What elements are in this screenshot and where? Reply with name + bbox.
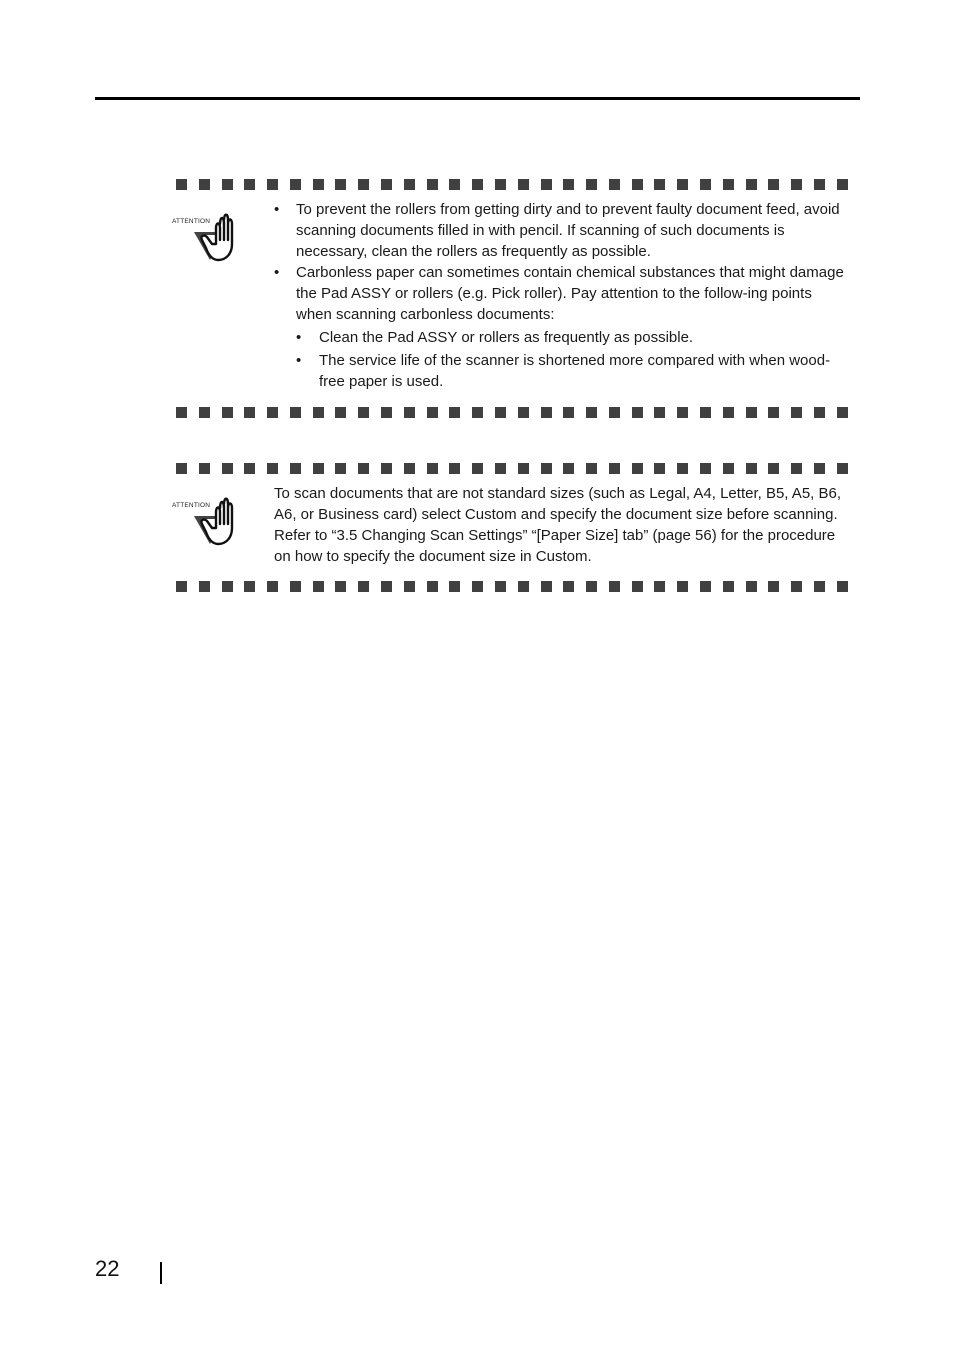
dash-square	[358, 179, 369, 190]
dash-square	[791, 463, 802, 474]
dash-square	[837, 179, 848, 190]
dash-square	[449, 179, 460, 190]
dash-square	[404, 463, 415, 474]
note2-top-border	[176, 463, 848, 474]
dash-square	[632, 463, 643, 474]
dash-square	[654, 581, 665, 592]
dash-square	[381, 407, 392, 418]
dash-square	[677, 179, 688, 190]
dash-square	[609, 179, 620, 190]
note1-content	[274, 199, 848, 392]
dash-square	[244, 407, 255, 418]
attention-label: ATTENTION	[172, 218, 211, 225]
dash-square	[199, 407, 210, 418]
note2-bottom-border	[176, 581, 848, 592]
dash-square	[518, 407, 529, 418]
dash-square	[609, 407, 620, 418]
dash-square	[222, 463, 233, 474]
dash-square	[632, 407, 643, 418]
dash-square	[381, 179, 392, 190]
dash-square	[244, 179, 255, 190]
dash-square	[723, 463, 734, 474]
dash-square	[313, 179, 324, 190]
dash-square	[290, 407, 301, 418]
dash-square	[586, 179, 597, 190]
dash-square	[358, 581, 369, 592]
dash-square	[768, 463, 779, 474]
dash-square	[677, 463, 688, 474]
dash-square	[313, 581, 324, 592]
dash-square	[267, 407, 278, 418]
dash-square	[746, 179, 757, 190]
dash-square	[404, 407, 415, 418]
dash-square	[814, 463, 825, 474]
list-item	[274, 262, 848, 392]
dash-square	[222, 179, 233, 190]
dash-square	[472, 581, 483, 592]
dash-square	[495, 407, 506, 418]
list-item: • The service life of the scanner is shortened more compared with when wood-free paper is used.	[296, 350, 848, 392]
note1-bullet-list	[274, 199, 848, 392]
dash-square	[768, 179, 779, 190]
dash-square	[381, 463, 392, 474]
dash-square	[677, 407, 688, 418]
dash-square	[814, 407, 825, 418]
dash-square	[563, 179, 574, 190]
dash-square	[814, 179, 825, 190]
dash-square	[495, 463, 506, 474]
note1-sub-bullet-list	[296, 327, 848, 392]
note1-top-border	[176, 179, 848, 190]
dash-square	[723, 407, 734, 418]
dash-square	[222, 407, 233, 418]
dash-square	[290, 463, 301, 474]
dash-square	[244, 463, 255, 474]
list-item-text: Carbonless paper can sometimes contain chemical substances that might damage the Pad ASSY or rollers (e.g. Pick roller). Pay attention to the follow-ing points when scanning carbonless documents:	[296, 264, 844, 323]
dash-square	[563, 581, 574, 592]
dash-square	[791, 581, 802, 592]
dash-square	[199, 463, 210, 474]
note2-text: To scan documents that are not standard sizes (such as Legal, A4, Letter, B5, A5, B6, A6, or Business card) select Custom and specify the document size before scanning. Refer to “3.5 Changing Scan Settings” “[Paper Size] tab” (page 56) for the procedure on how to specify the document size in Custom.	[274, 485, 842, 565]
dash-square	[449, 463, 460, 474]
dash-square	[518, 581, 529, 592]
dash-square	[609, 581, 620, 592]
dash-square	[677, 581, 688, 592]
dash-square	[541, 581, 552, 592]
list-item: • Clean the Pad ASSY or rollers as frequently as possible.	[296, 327, 848, 348]
dash-square	[176, 407, 187, 418]
dash-square	[541, 463, 552, 474]
dash-square	[746, 581, 757, 592]
dash-square	[290, 581, 301, 592]
note1-bottom-border	[176, 407, 848, 418]
dash-square	[495, 581, 506, 592]
attention-hand-icon	[190, 210, 250, 264]
dash-square	[267, 179, 278, 190]
dash-square	[723, 179, 734, 190]
dash-square	[495, 179, 506, 190]
dash-square	[222, 581, 233, 592]
dash-square	[358, 407, 369, 418]
dash-square	[746, 407, 757, 418]
header-rule	[95, 97, 860, 100]
dash-square	[427, 179, 438, 190]
dash-square	[358, 463, 369, 474]
dash-square	[654, 463, 665, 474]
dash-square	[791, 179, 802, 190]
dash-square	[472, 179, 483, 190]
dash-square	[381, 581, 392, 592]
note1-attention-icon	[172, 210, 254, 266]
attention-hand-icon	[190, 494, 250, 548]
dash-square	[290, 179, 301, 190]
dash-square	[427, 463, 438, 474]
dash-square	[746, 463, 757, 474]
dash-square	[176, 463, 187, 474]
dash-square	[472, 407, 483, 418]
dash-square	[700, 407, 711, 418]
dash-square	[335, 463, 346, 474]
dash-square	[541, 179, 552, 190]
dash-square	[632, 179, 643, 190]
dash-square	[791, 407, 802, 418]
dash-square	[176, 179, 187, 190]
dash-square	[472, 463, 483, 474]
dash-square	[199, 581, 210, 592]
dash-square	[541, 407, 552, 418]
dash-square	[700, 179, 711, 190]
list-item: • To prevent the rollers from getting dirty and to prevent faulty document feed, avoid scanning documents filled in with pencil. If scanning of such documents is necessary, clean the rollers as frequently as possible.	[274, 199, 848, 262]
dash-square	[176, 581, 187, 592]
dash-square	[654, 179, 665, 190]
dash-square	[700, 581, 711, 592]
dash-square	[837, 581, 848, 592]
dash-square	[335, 179, 346, 190]
dash-square	[518, 463, 529, 474]
dash-square	[313, 463, 324, 474]
note2-content	[274, 483, 848, 567]
dash-square	[768, 581, 779, 592]
dash-square	[518, 179, 529, 190]
attention-label: ATTENTION	[172, 502, 211, 509]
dash-square	[632, 581, 643, 592]
dash-square	[267, 581, 278, 592]
dash-square	[427, 581, 438, 592]
dash-square	[654, 407, 665, 418]
dash-square	[449, 407, 460, 418]
dash-square	[563, 463, 574, 474]
dash-square	[335, 407, 346, 418]
dash-square	[586, 463, 597, 474]
dash-square	[837, 407, 848, 418]
dash-square	[586, 407, 597, 418]
dash-square	[837, 463, 848, 474]
dash-square	[427, 407, 438, 418]
dash-square	[244, 581, 255, 592]
page-number-divider	[160, 1262, 162, 1284]
dash-square	[404, 581, 415, 592]
dash-square	[814, 581, 825, 592]
dash-square	[563, 407, 574, 418]
note2-attention-icon	[172, 494, 254, 550]
dash-square	[723, 581, 734, 592]
dash-square	[267, 463, 278, 474]
page-number: 22	[95, 1256, 120, 1281]
dash-square	[449, 581, 460, 592]
dash-square	[199, 179, 210, 190]
dash-square	[404, 179, 415, 190]
dash-square	[586, 581, 597, 592]
dash-square	[700, 463, 711, 474]
dash-square	[609, 463, 620, 474]
dash-square	[335, 581, 346, 592]
dash-square	[768, 407, 779, 418]
dash-square	[313, 407, 324, 418]
